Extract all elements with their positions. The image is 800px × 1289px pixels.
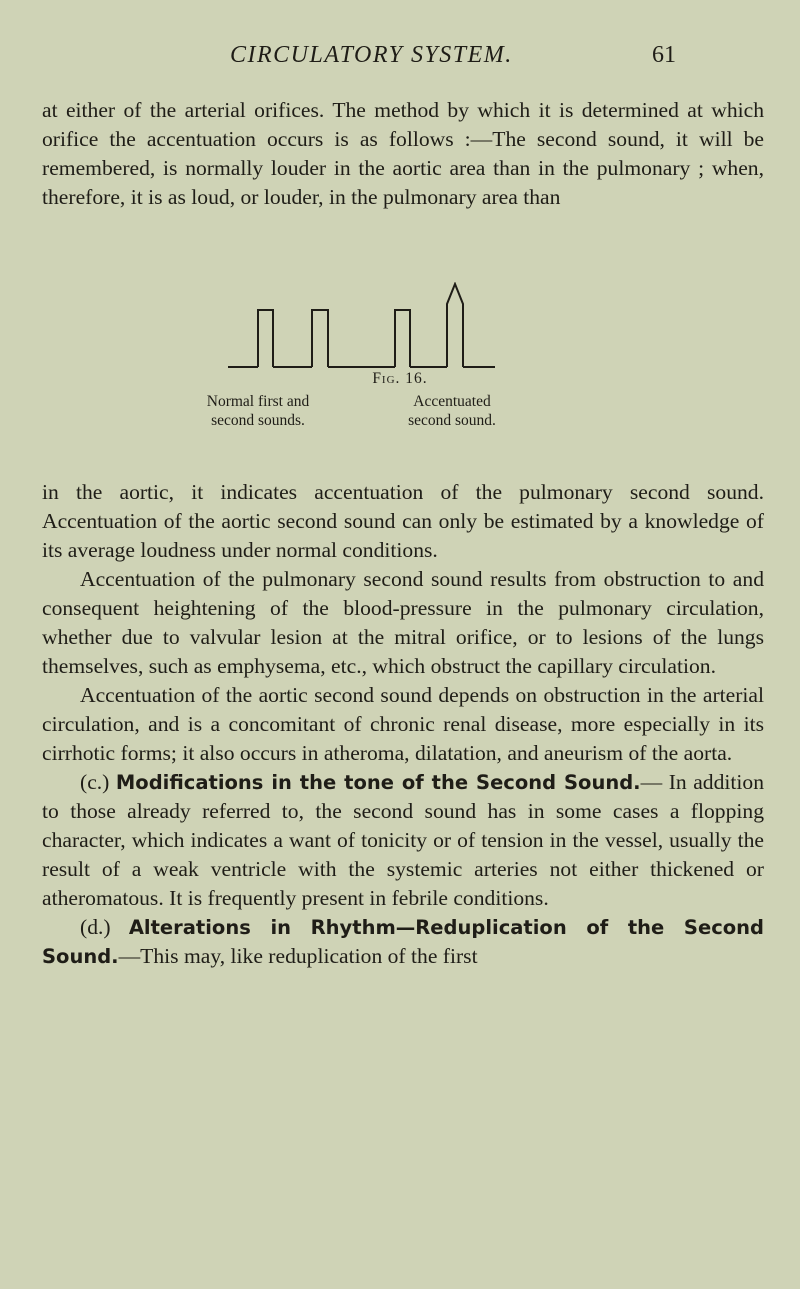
sound-waveform-diagram [0, 282, 800, 372]
paragraph: Accentuation of the aortic second sound depends on obstruction in the arterial circulation, and is a concomitant of chronic renal disease, more especially in its cirrhotic forms; it also occurs in atheroma, dilatation, and aneurism of the aorta. [42, 683, 764, 765]
pulse-first-sound [395, 310, 410, 367]
running-title: CIRCULATORY SYSTEM. [230, 42, 513, 68]
page-number: 61 [652, 42, 676, 68]
pulse-normal-first-sound [258, 310, 273, 367]
paragraph-alterations [42, 913, 764, 971]
section-heading: Modifications in the tone of the Second Sound. [115, 771, 641, 794]
caption-left-line: Normal first and [206, 393, 310, 410]
caption-left-line: second sounds. [211, 412, 305, 429]
section-heading: Alterations in Rhythm—Reduplication of the Second Sound. [42, 916, 764, 968]
paragraph: Accentuation of the pulmonary second sound results from obstruction to and consequent heightening of the blood-pressure in the pulmonary circulation, whether due to valvular lesion at the mitral orifice, or to lesions of the lungs themselves, such as emphysema, etc., which obstruct the capillary circulation. [42, 567, 764, 678]
paragraph-modifications [42, 768, 764, 913]
section-text: — In addition to those already referred to, the second sound has in some cases a flopping character, which indicates a want of tonicity or of tension in the vessel, usually the result of a weak ventricle with the systemic arteries not either thickened or atheromatous. It is frequently present in febrile conditions. [42, 770, 764, 910]
section-marker: (d.) [80, 915, 111, 939]
text-block-top [42, 96, 764, 212]
paragraph: in the aortic, it indicates accentuation of the pulmonary second sound. Accentuation of the aortic second sound can only be estimated by a knowledge of its average loudness under normal conditions. [42, 480, 764, 562]
section-marker: (c.) [80, 770, 110, 794]
caption-left [158, 392, 358, 430]
pulse-normal-second-sound [312, 310, 328, 367]
pulse-accentuated-second-sound [447, 284, 463, 367]
text-block-bottom [42, 478, 764, 971]
running-head [0, 42, 800, 82]
paragraph: at either of the arterial orifices. The method by which it is determined at which orifice the accentuation occurs is as follows :—The second sound, it will be remembered, is normally louder in the aortic area than in the pulmonary ; when, therefore, it is as loud, or louder, in the pulmonary area than [42, 98, 764, 209]
caption-right-line: second sound. [408, 412, 496, 429]
section-text: —This may, like reduplication of the first [118, 944, 478, 968]
figure-caption [0, 370, 800, 470]
figure-label: Fig. 16. [372, 370, 428, 387]
caption-right-line: Accentuated [413, 393, 491, 410]
caption-right [352, 392, 552, 430]
